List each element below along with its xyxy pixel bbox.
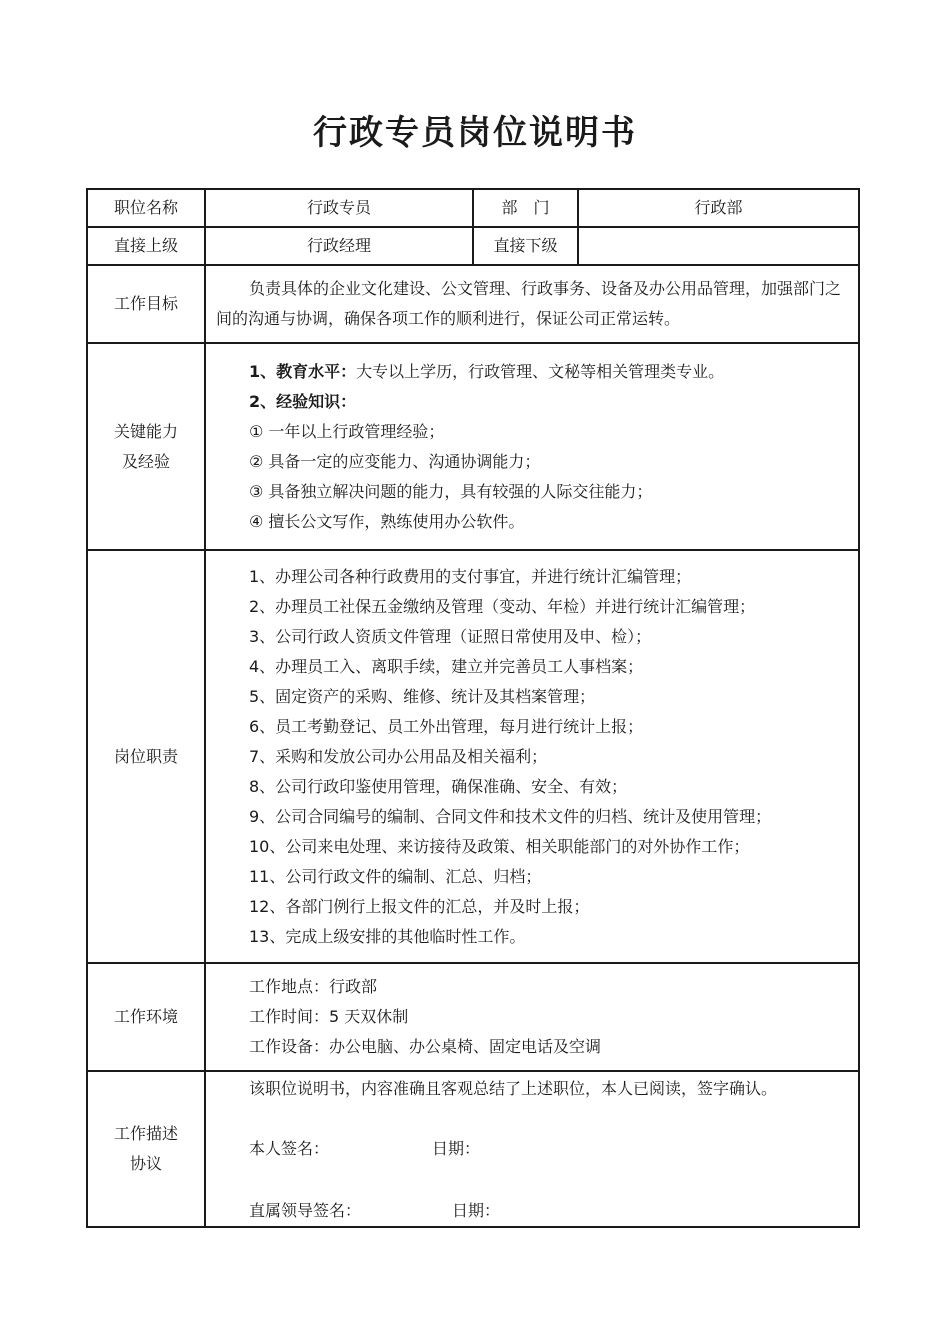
subordinate-label: 直接下级 xyxy=(473,227,578,265)
experience-heading: 2、经验知识： xyxy=(249,391,357,411)
environment-label: 工作环境 xyxy=(87,963,205,1071)
row-environment xyxy=(87,963,859,1071)
superior-value: 行政经理 xyxy=(205,227,473,265)
leader-signature-line xyxy=(249,1196,848,1226)
goal-label: 工作目标 xyxy=(87,265,205,343)
position-value: 行政专员 xyxy=(205,189,473,227)
duty-item: 4、办理员工入、离职手续，建立并完善员工人事档案； xyxy=(249,656,644,676)
education-line xyxy=(249,357,848,387)
agreement-content xyxy=(205,1071,859,1227)
environment-content xyxy=(205,963,859,1071)
dept-value: 行政部 xyxy=(578,189,859,227)
duty-item: 3、公司行政人资质文件管理（证照日常使用及申、检）； xyxy=(249,626,652,646)
leader-signature-label: 直属领导签名： xyxy=(249,1201,362,1220)
spacer xyxy=(249,1104,848,1134)
duty-item: 12、各部门例行上报文件的汇总，并及时上报； xyxy=(249,896,590,916)
row-ability xyxy=(87,343,859,550)
agreement-statement: 该职位说明书，内容准确且客观总结了上述职位，本人已阅读，签字确认。 xyxy=(249,1079,778,1098)
duty-item: 11、公司行政文件的编制、汇总、归档； xyxy=(249,866,542,886)
agreement-label xyxy=(87,1071,205,1227)
duty-item: 8、公司行政印鉴使用管理，确保准确、安全、有效； xyxy=(249,776,628,796)
agreement-label-line2: 协议 xyxy=(129,1154,162,1173)
ability-label-line2: 及经验 xyxy=(121,451,170,471)
ability-label-line1: 关键能力 xyxy=(113,421,178,441)
environment-item: 工作设备：办公电脑、办公桌椅、固定电话及空调 xyxy=(249,1037,602,1056)
education-text: 大专以上学历，行政管理、文秘等相关管理类专业。 xyxy=(356,361,725,381)
self-signature-label: 本人签名： xyxy=(249,1139,330,1158)
dept-label: 部 门 xyxy=(473,189,578,227)
duties-label: 岗位职责 xyxy=(87,550,205,963)
subordinate-value xyxy=(578,227,859,265)
experience-item: ④ 擅长公文写作，熟练使用办公软件。 xyxy=(249,511,525,531)
superior-label: 直接上级 xyxy=(87,227,205,265)
job-description-table xyxy=(86,188,860,1228)
page-title: 行政专员岗位说明书 xyxy=(313,113,637,153)
goal-text: 负责具体的企业文化建设、公文管理、行政事务、设备及办公用品管理，加强部门之间的沟通与协调，确保各项工作的顺利进行，保证公司正常运转。 xyxy=(205,265,859,343)
self-signature-line xyxy=(249,1134,848,1164)
agreement-label-line1: 工作描述 xyxy=(113,1124,178,1143)
row-agreement xyxy=(87,1071,859,1227)
duty-item: 5、固定资产的采购、维修、统计及其档案管理； xyxy=(249,686,596,706)
environment-item: 工作地点：行政部 xyxy=(249,977,378,996)
duty-item: 6、员工考勤登记、员工外出管理，每月进行统计上报； xyxy=(249,716,644,736)
self-date-label: 日期： xyxy=(432,1139,481,1158)
duty-item: 7、采购和发放公司办公用品及相关福利； xyxy=(249,746,548,766)
education-heading: 1、教育水平： xyxy=(249,361,357,381)
leader-date-label: 日期： xyxy=(452,1201,501,1220)
ability-label xyxy=(87,343,205,550)
experience-item: ② 具备一定的应变能力、沟通协调能力； xyxy=(249,451,541,471)
row-duties xyxy=(87,550,859,963)
experience-item: ① 一年以上行政管理经验； xyxy=(249,421,445,441)
duty-item: 9、公司合同编号的编制、合同文件和技术文件的归档、统计及使用管理； xyxy=(249,806,772,826)
duty-item: 1、办理公司各种行政费用的支付事宜，并进行统计汇编管理； xyxy=(249,566,692,586)
spacer xyxy=(249,1164,848,1196)
row-reporting xyxy=(87,227,859,265)
experience-item: ③ 具备独立解决问题的能力，具有较强的人际交往能力； xyxy=(249,481,653,501)
ability-content xyxy=(205,343,859,550)
duty-item: 13、完成上级安排的其他临时性工作。 xyxy=(249,926,526,946)
duties-content xyxy=(205,550,859,963)
row-position xyxy=(87,189,859,227)
duty-item: 2、办理员工社保五金缴纳及管理（变动、年检）并进行统计汇编管理； xyxy=(249,596,756,616)
position-label: 职位名称 xyxy=(87,189,205,227)
environment-item: 工作时间：5 天双休制 xyxy=(249,1007,409,1026)
duty-item: 10、公司来电处理、来访接待及政策、相关职能部门的对外协作工作； xyxy=(249,836,750,856)
row-goal xyxy=(87,265,859,343)
